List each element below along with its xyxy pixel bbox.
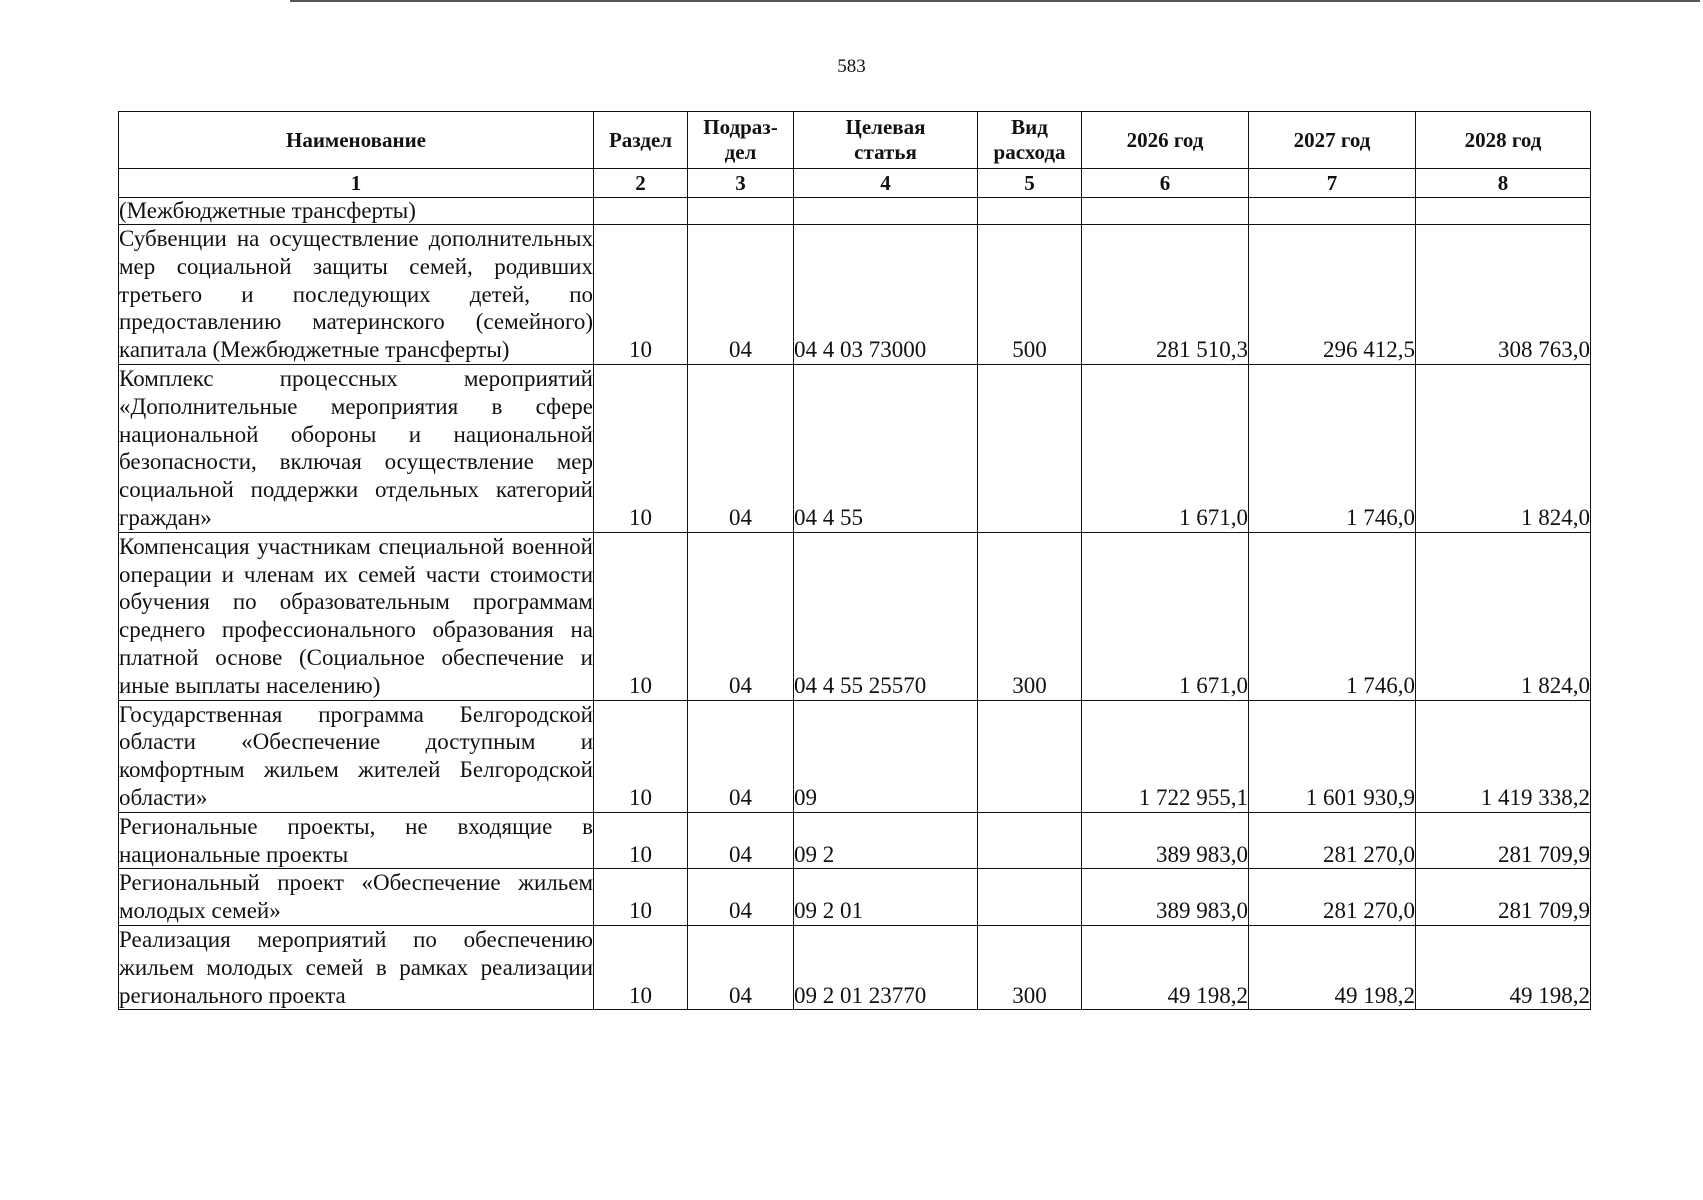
- column-number: 5: [978, 169, 1082, 198]
- top-rule: [290, 0, 1700, 2]
- table-row: [119, 700, 1591, 812]
- column-number-row: [119, 169, 1591, 198]
- row-subsection: 04: [688, 700, 794, 812]
- row-expense: 500: [978, 225, 1082, 365]
- row-2027: 1 746,0: [1249, 532, 1416, 700]
- column-number: 1: [119, 169, 594, 198]
- table-row: [119, 869, 1591, 926]
- header-subsection: [688, 112, 794, 169]
- row-expense: [978, 700, 1082, 812]
- header-subsection-line2: дел: [724, 140, 757, 164]
- row-2026: 389 983,0: [1082, 812, 1249, 869]
- row-2026: 1 671,0: [1082, 364, 1249, 532]
- row-target: 04 4 55: [794, 364, 978, 532]
- row-name: Региональные проекты, не входящие в национальные проекты: [119, 812, 594, 869]
- row-2028: 308 763,0: [1416, 225, 1591, 365]
- table-row: [119, 364, 1591, 532]
- table-row: [119, 532, 1591, 700]
- row-2028: 1 824,0: [1416, 364, 1591, 532]
- row-2028: 281 709,9: [1416, 812, 1591, 869]
- row-subsection: 04: [688, 925, 794, 1009]
- row-2027: 296 412,5: [1249, 225, 1416, 365]
- header-target-line1: Целевая: [845, 115, 926, 139]
- column-number: 3: [688, 169, 794, 198]
- row-2026: 1 722 955,1: [1082, 700, 1249, 812]
- header-expense: [978, 112, 1082, 169]
- row-name: Комплекс процессных мероприятий «Дополнительные мероприятия в сфере национальной обороны и национальной безопасности, включая осуществление мер социальной поддержки отдельных категорий граждан»: [119, 364, 594, 532]
- row-2026: [1082, 198, 1249, 225]
- row-2026: 1 671,0: [1082, 532, 1249, 700]
- row-2028: 1 419 338,2: [1416, 700, 1591, 812]
- row-name: Реализация мероприятий по обеспечению жильем молодых семей в рамках реализации регионального проекта: [119, 925, 594, 1009]
- row-2027: 1 601 930,9: [1249, 700, 1416, 812]
- header-target: [794, 112, 978, 169]
- column-number: 4: [794, 169, 978, 198]
- row-target: [794, 198, 978, 225]
- row-name: Государственная программа Белгородской области «Обеспечение доступным и комфортным жильем жителей Белгородской области»: [119, 700, 594, 812]
- table-row: [119, 198, 1591, 225]
- row-target: 09 2: [794, 812, 978, 869]
- header-row: [119, 112, 1591, 169]
- row-2027: 281 270,0: [1249, 869, 1416, 926]
- row-name: Субвенции на осуществление дополнительных мер социальной защиты семей, родивших третьего и последующих детей, по предоставлению материнского (семейного) капитала (Межбюджетные трансферты): [119, 225, 594, 365]
- column-number: 7: [1249, 169, 1416, 198]
- row-target: 04 4 55 25570: [794, 532, 978, 700]
- row-2027: 281 270,0: [1249, 812, 1416, 869]
- row-expense: [978, 812, 1082, 869]
- row-subsection: [688, 198, 794, 225]
- row-2028: 281 709,9: [1416, 869, 1591, 926]
- header-expense-line2: расхода: [993, 140, 1066, 164]
- header-section: Раздел: [594, 112, 688, 169]
- row-2027: 1 746,0: [1249, 364, 1416, 532]
- row-name: (Межбюджетные трансферты): [119, 198, 594, 225]
- row-expense: [978, 364, 1082, 532]
- column-number: 8: [1416, 169, 1591, 198]
- row-expense: 300: [978, 925, 1082, 1009]
- row-section: 10: [594, 225, 688, 365]
- row-expense: 300: [978, 532, 1082, 700]
- row-2028: 49 198,2: [1416, 925, 1591, 1009]
- row-2026: 49 198,2: [1082, 925, 1249, 1009]
- row-target: 09 2 01: [794, 869, 978, 926]
- row-section: 10: [594, 364, 688, 532]
- row-expense: [978, 869, 1082, 926]
- row-2027: 49 198,2: [1249, 925, 1416, 1009]
- row-2026: 389 983,0: [1082, 869, 1249, 926]
- row-target: 09 2 01 23770: [794, 925, 978, 1009]
- header-2026: 2026 год: [1082, 112, 1249, 169]
- row-2027: [1249, 198, 1416, 225]
- row-section: 10: [594, 925, 688, 1009]
- row-subsection: 04: [688, 869, 794, 926]
- budget-table: [118, 111, 1591, 1010]
- row-2026: 281 510,3: [1082, 225, 1249, 365]
- table-row: [119, 925, 1591, 1009]
- row-target: 04 4 03 73000: [794, 225, 978, 365]
- row-2028: [1416, 198, 1591, 225]
- page-number: 583: [837, 56, 866, 77]
- row-section: [594, 198, 688, 225]
- row-expense: [978, 198, 1082, 225]
- row-subsection: 04: [688, 364, 794, 532]
- header-2027: 2027 год: [1249, 112, 1416, 169]
- row-section: 10: [594, 532, 688, 700]
- header-subsection-line1: Подраз-: [703, 115, 778, 139]
- row-section: 10: [594, 869, 688, 926]
- row-subsection: 04: [688, 812, 794, 869]
- table-row: [119, 812, 1591, 869]
- row-subsection: 04: [688, 225, 794, 365]
- header-target-line2: статья: [854, 140, 917, 164]
- column-number: 6: [1082, 169, 1249, 198]
- header-expense-line1: Вид: [1011, 115, 1048, 139]
- column-number: 2: [594, 169, 688, 198]
- header-2028: 2028 год: [1416, 112, 1591, 169]
- table-row: [119, 225, 1591, 365]
- row-name: Компенсация участникам специальной военной операции и членам их семей части стоимости обучения по образовательным программам среднего профессионального образования на платной основе (Социальное обеспечение и иные выплаты населению): [119, 532, 594, 700]
- row-target: 09: [794, 700, 978, 812]
- row-subsection: 04: [688, 532, 794, 700]
- header-name: Наименование: [119, 112, 594, 169]
- row-name: Региональный проект «Обеспечение жильем молодых семей»: [119, 869, 594, 926]
- row-section: 10: [594, 812, 688, 869]
- row-section: 10: [594, 700, 688, 812]
- row-2028: 1 824,0: [1416, 532, 1591, 700]
